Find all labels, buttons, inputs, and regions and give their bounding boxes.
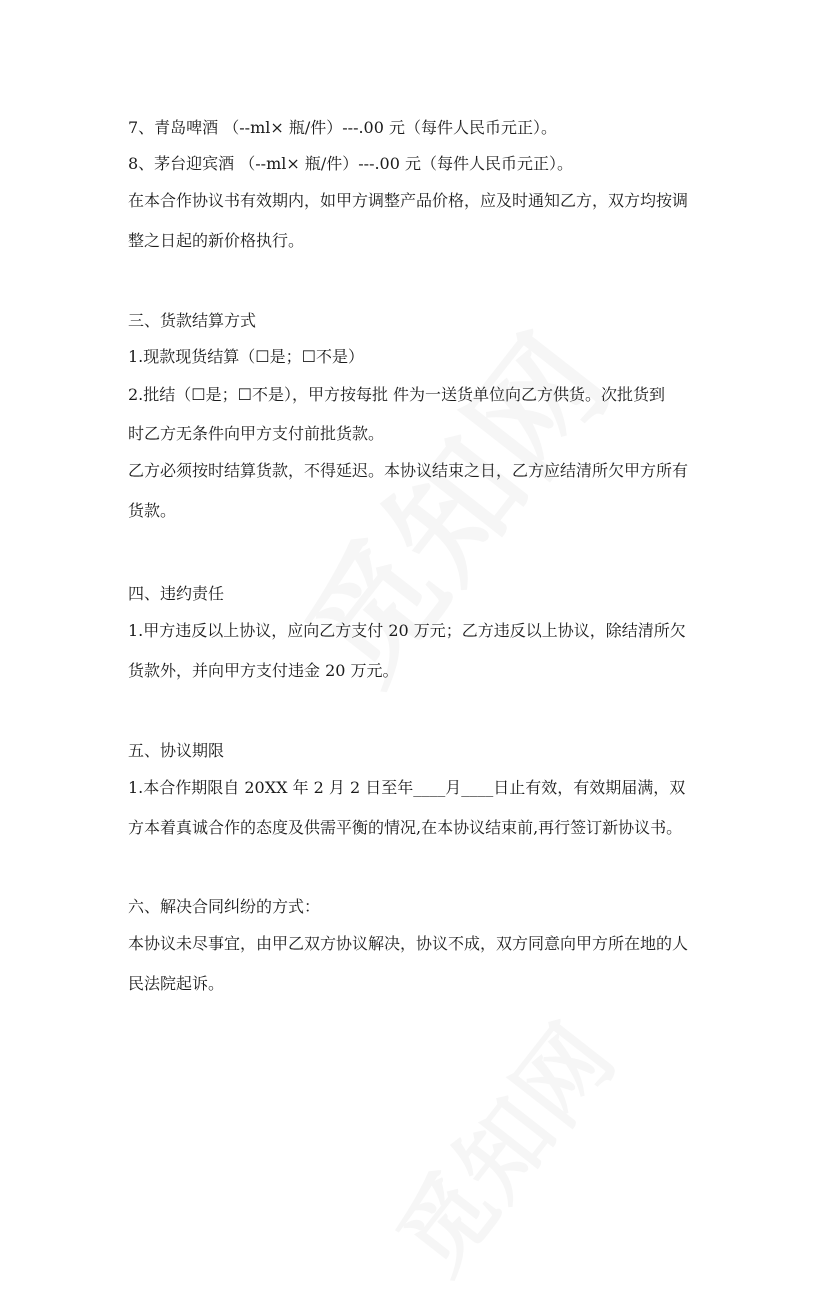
watermark <box>362 992 640 1295</box>
payment-option-1: 1.现款现货结算（☐是；☐不是） <box>128 347 364 366</box>
dispute-clause-line-2: 民法院起诉。 <box>128 974 225 993</box>
price-adjustment-paragraph-line-2: 整之日起的新价格执行。 <box>128 231 305 250</box>
liability-clause-line-1: 1.甲方违反以上协议，应向乙方支付 20 万元；乙方违反以上协议，除结清所欠 <box>128 621 686 640</box>
section-heading-term: 五、协议期限 <box>128 741 225 760</box>
section-heading-liability: 四、违约责任 <box>128 584 225 603</box>
liability-clause-line-2: 货款外，并向甲方支付违金 20 万元。 <box>128 661 399 680</box>
payment-option-2-line-1: 2.批结（☐是；☐不是），甲方按每批 件为一送货单位向乙方供货。次批货到 <box>128 385 666 404</box>
payment-rule-line-1: 乙方必须按时结算货款，不得延迟。本协议结束之日，乙方应结清所欠甲方所有 <box>128 461 689 480</box>
section-heading-dispute: 六、解决合同纠纷的方式： <box>128 897 321 916</box>
dispute-clause-line-1: 本协议未尽事宜，由甲乙双方协议解决，协议不成，双方同意向甲方所在地的人 <box>128 934 689 953</box>
price-item-7: 7、青岛啤酒 （--ml× 瓶/件）---.00 元（每件人民币元正）。 <box>128 118 558 137</box>
price-item-8: 8、茅台迎宾酒 （--ml× 瓶/件）---.00 元（每件人民币元正）。 <box>128 154 574 173</box>
price-adjustment-paragraph-line-1: 在本合作协议书有效期内，如甲方调整产品价格，应及时通知乙方，双方均按调 <box>128 191 689 210</box>
payment-rule-line-2: 货款。 <box>128 501 177 520</box>
section-heading-payment: 三、货款结算方式 <box>128 311 257 330</box>
term-clause-line-1: 1.本合作期限自 20XX 年 2 月 2 日至年____月____日止有效，有效期届满，双 <box>128 778 686 797</box>
payment-option-2-line-2: 时乙方无条件向甲方支付前批货款。 <box>128 424 385 443</box>
term-clause-line-2: 方本着真诚合作的态度及供需平衡的情况,在本协议结束前,再行签订新协议书。 <box>128 818 683 837</box>
